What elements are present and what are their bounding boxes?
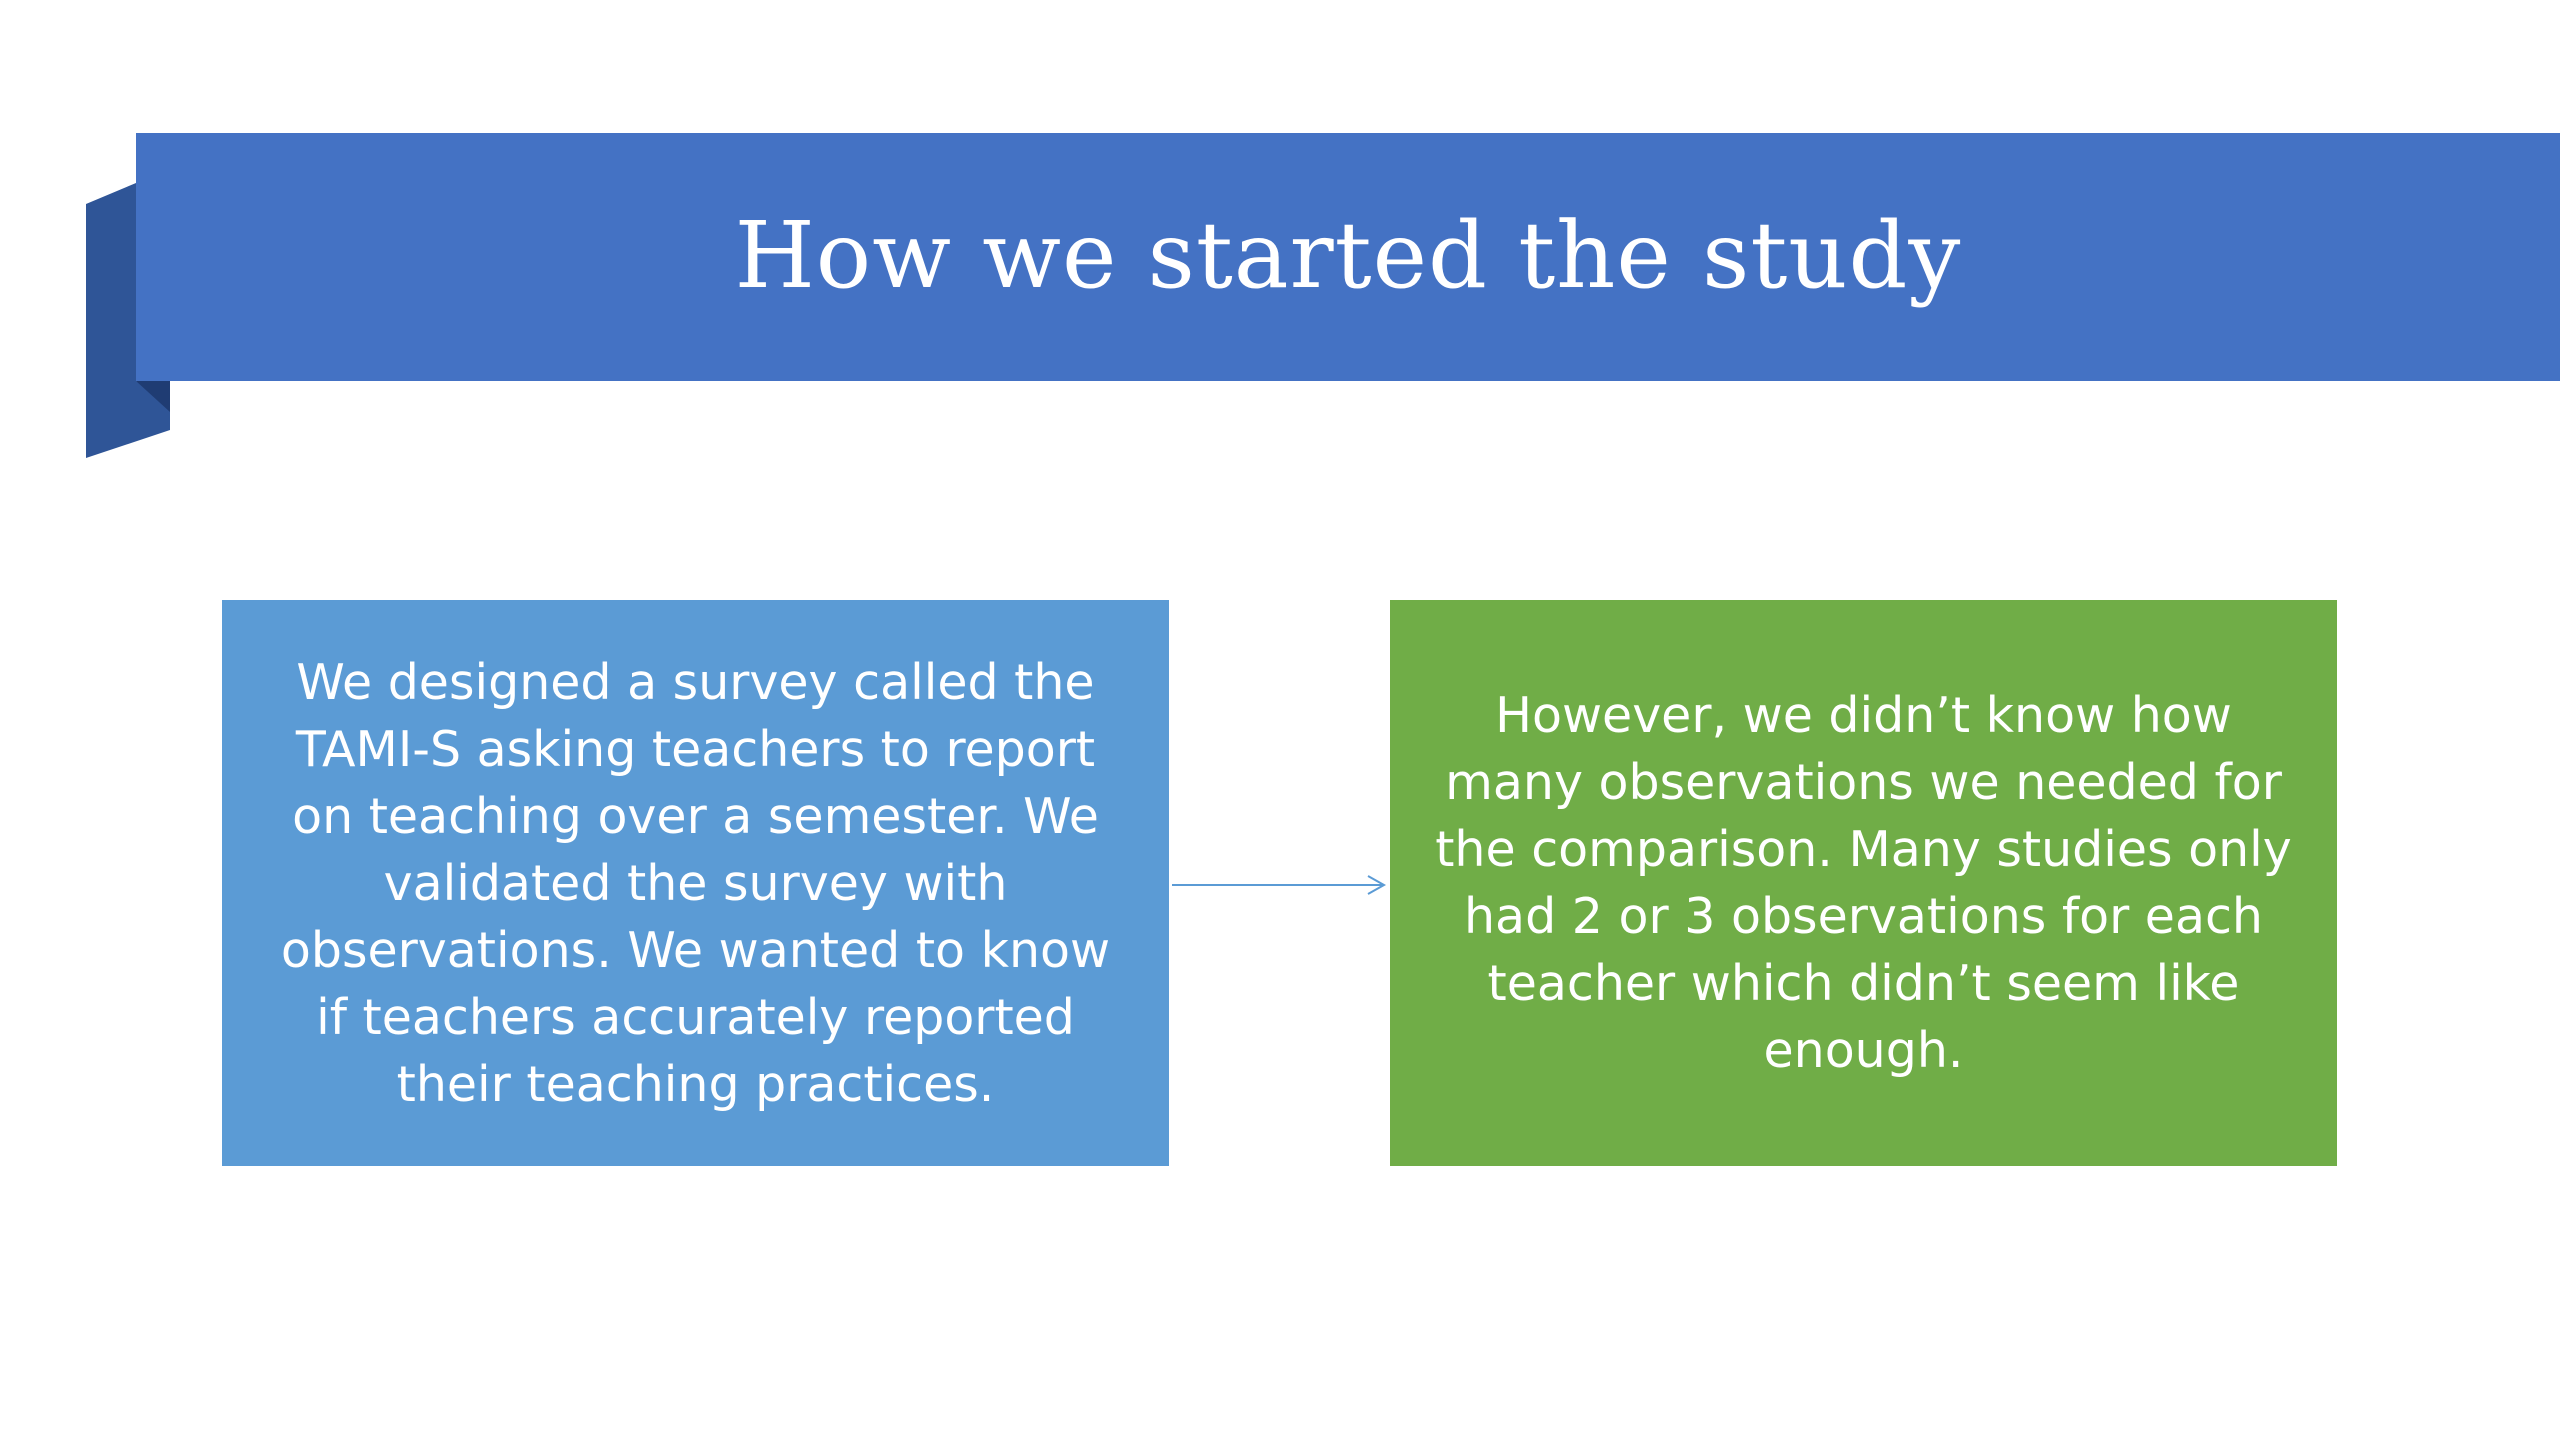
process-box-survey: [222, 600, 1169, 1166]
slide-title: How we started the study: [734, 201, 1962, 309]
process-box-survey-text: We designed a survey called the TAMI-S asking teachers to report on teaching over a semester. We validated the survey with observations. We wanted to know if teachers accurately reported their teaching practices.: [280, 653, 1111, 1113]
process-box-observations-text: However, we didn’t know how many observations we needed for the comparison. Many studies only had 2 or 3 observations for each teacher which didn’t seem like enough.: [1435, 687, 2292, 1079]
arrow-right-icon: [1170, 870, 1390, 900]
title-banner: [136, 133, 2560, 381]
process-box-observations: [1390, 600, 2337, 1166]
